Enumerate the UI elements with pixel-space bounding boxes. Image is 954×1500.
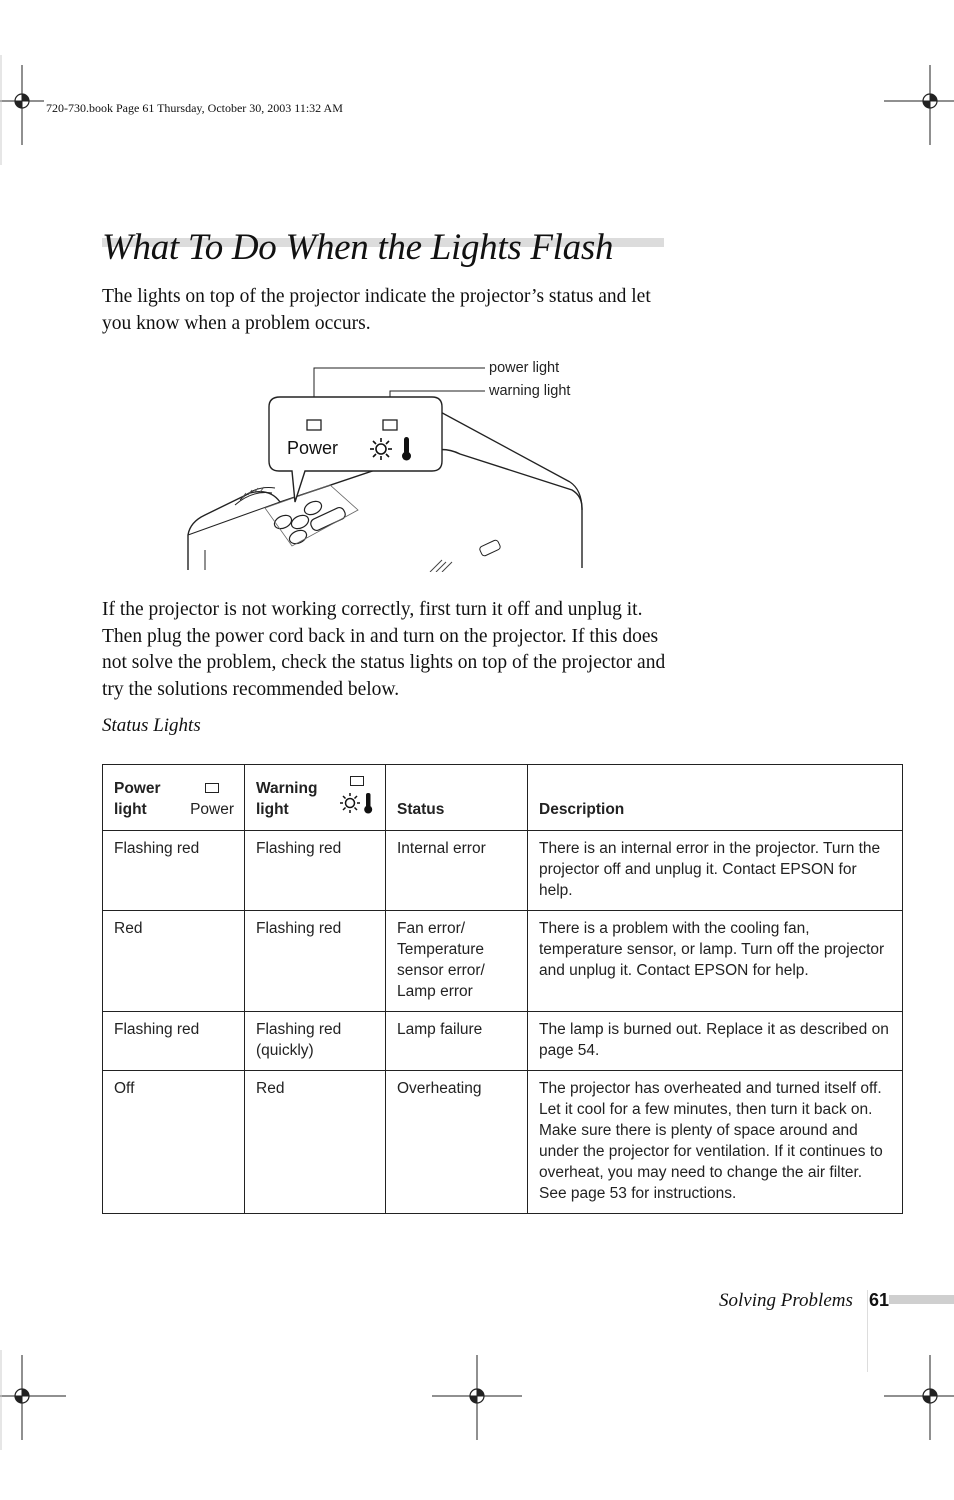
registration-mark-bottom-left — [0, 1350, 70, 1450]
header-power-line1: Power — [114, 780, 161, 797]
callout-power-light: power light — [489, 360, 560, 376]
cell-description: The lamp is burned out. Replace it as described on page 54. — [528, 1012, 903, 1071]
footer-bar — [889, 1295, 954, 1304]
cell-warning: Flashing red — [245, 831, 386, 911]
header-description: Description — [528, 765, 903, 831]
cell-status: Lamp failure — [386, 1012, 528, 1071]
cell-status: Internal error — [386, 831, 528, 911]
cell-warning: Flashing red — [245, 911, 386, 1012]
cell-description: There is a problem with the cooling fan, temperature sensor, or lamp. Turn off the projector and unplug it. Contact EPSON for help. — [528, 911, 903, 1012]
table-caption: Status Lights — [102, 715, 201, 736]
intro-paragraph: The lights on top of the projector indicate the projector’s status and let you know when a problem occurs. — [102, 286, 651, 334]
registration-mark-top-right — [884, 55, 954, 165]
power-light-indicator-icon — [205, 783, 219, 793]
table-row — [103, 1012, 903, 1071]
troubleshoot-paragraph: If the projector is not working correctly, first turn it off and unplug it. Then plug the power cord back in and turn on the projector. If this does not solve the problem, check the status lights on top of the projector and try the solutions recommended below. — [102, 599, 666, 700]
cell-power: Flashing red — [103, 831, 245, 911]
header-warning-light — [245, 765, 386, 831]
status-lights-table — [102, 764, 903, 1214]
page-title: What To Do When the Lights Flash — [102, 227, 614, 268]
panel-power-label: Power — [287, 438, 339, 458]
footer-section-title: Solving Problems — [719, 1290, 853, 1311]
table-row — [103, 1071, 903, 1214]
cell-power: Red — [103, 911, 245, 1012]
header-warning-line2: light — [256, 801, 289, 818]
table-row — [103, 911, 903, 1012]
cell-status: Fan error/ Temperature sensor error/ Lamp error — [386, 911, 528, 1012]
cell-warning: Flashing red (quickly) — [245, 1012, 386, 1071]
cell-power: Flashing red — [103, 1012, 245, 1071]
cell-status: Overheating — [386, 1071, 528, 1214]
book-header-info: 720-730.book Page 61 Thursday, October 30, 2003 11:32 AM — [46, 101, 343, 115]
page-number: 61 — [869, 1290, 890, 1310]
table-row — [103, 831, 903, 911]
projector-lights-figure — [180, 350, 600, 572]
header-power-light — [103, 765, 245, 831]
lamp-thermometer-icon — [339, 792, 375, 814]
table-header-row — [103, 765, 903, 831]
cell-warning: Red — [245, 1071, 386, 1214]
warning-light-indicator-icon — [350, 776, 364, 786]
registration-mark-bottom-center — [430, 1350, 524, 1450]
footer-divider — [867, 1290, 868, 1372]
callout-warning-light: warning light — [489, 383, 571, 399]
header-warning-line1: Warning — [256, 780, 318, 797]
header-status: Status — [386, 765, 528, 831]
cell-description: The projector has overheated and turned itself off. Let it cool for a few minutes, then turn it back on. Make sure there is plenty of space around and under the projector for ventilation. If it continues to overheat, you may need to change the air filter. See page 53 for instructions. — [528, 1071, 903, 1214]
cell-power: Off — [103, 1071, 245, 1214]
cell-description: There is an internal error in the projector. Turn the projector off and unplug it. Contact EPSON for help. — [528, 831, 903, 911]
registration-mark-bottom-right — [884, 1350, 954, 1450]
header-power-icon-label: Power — [190, 801, 234, 818]
header-power-line2: light — [114, 801, 147, 818]
